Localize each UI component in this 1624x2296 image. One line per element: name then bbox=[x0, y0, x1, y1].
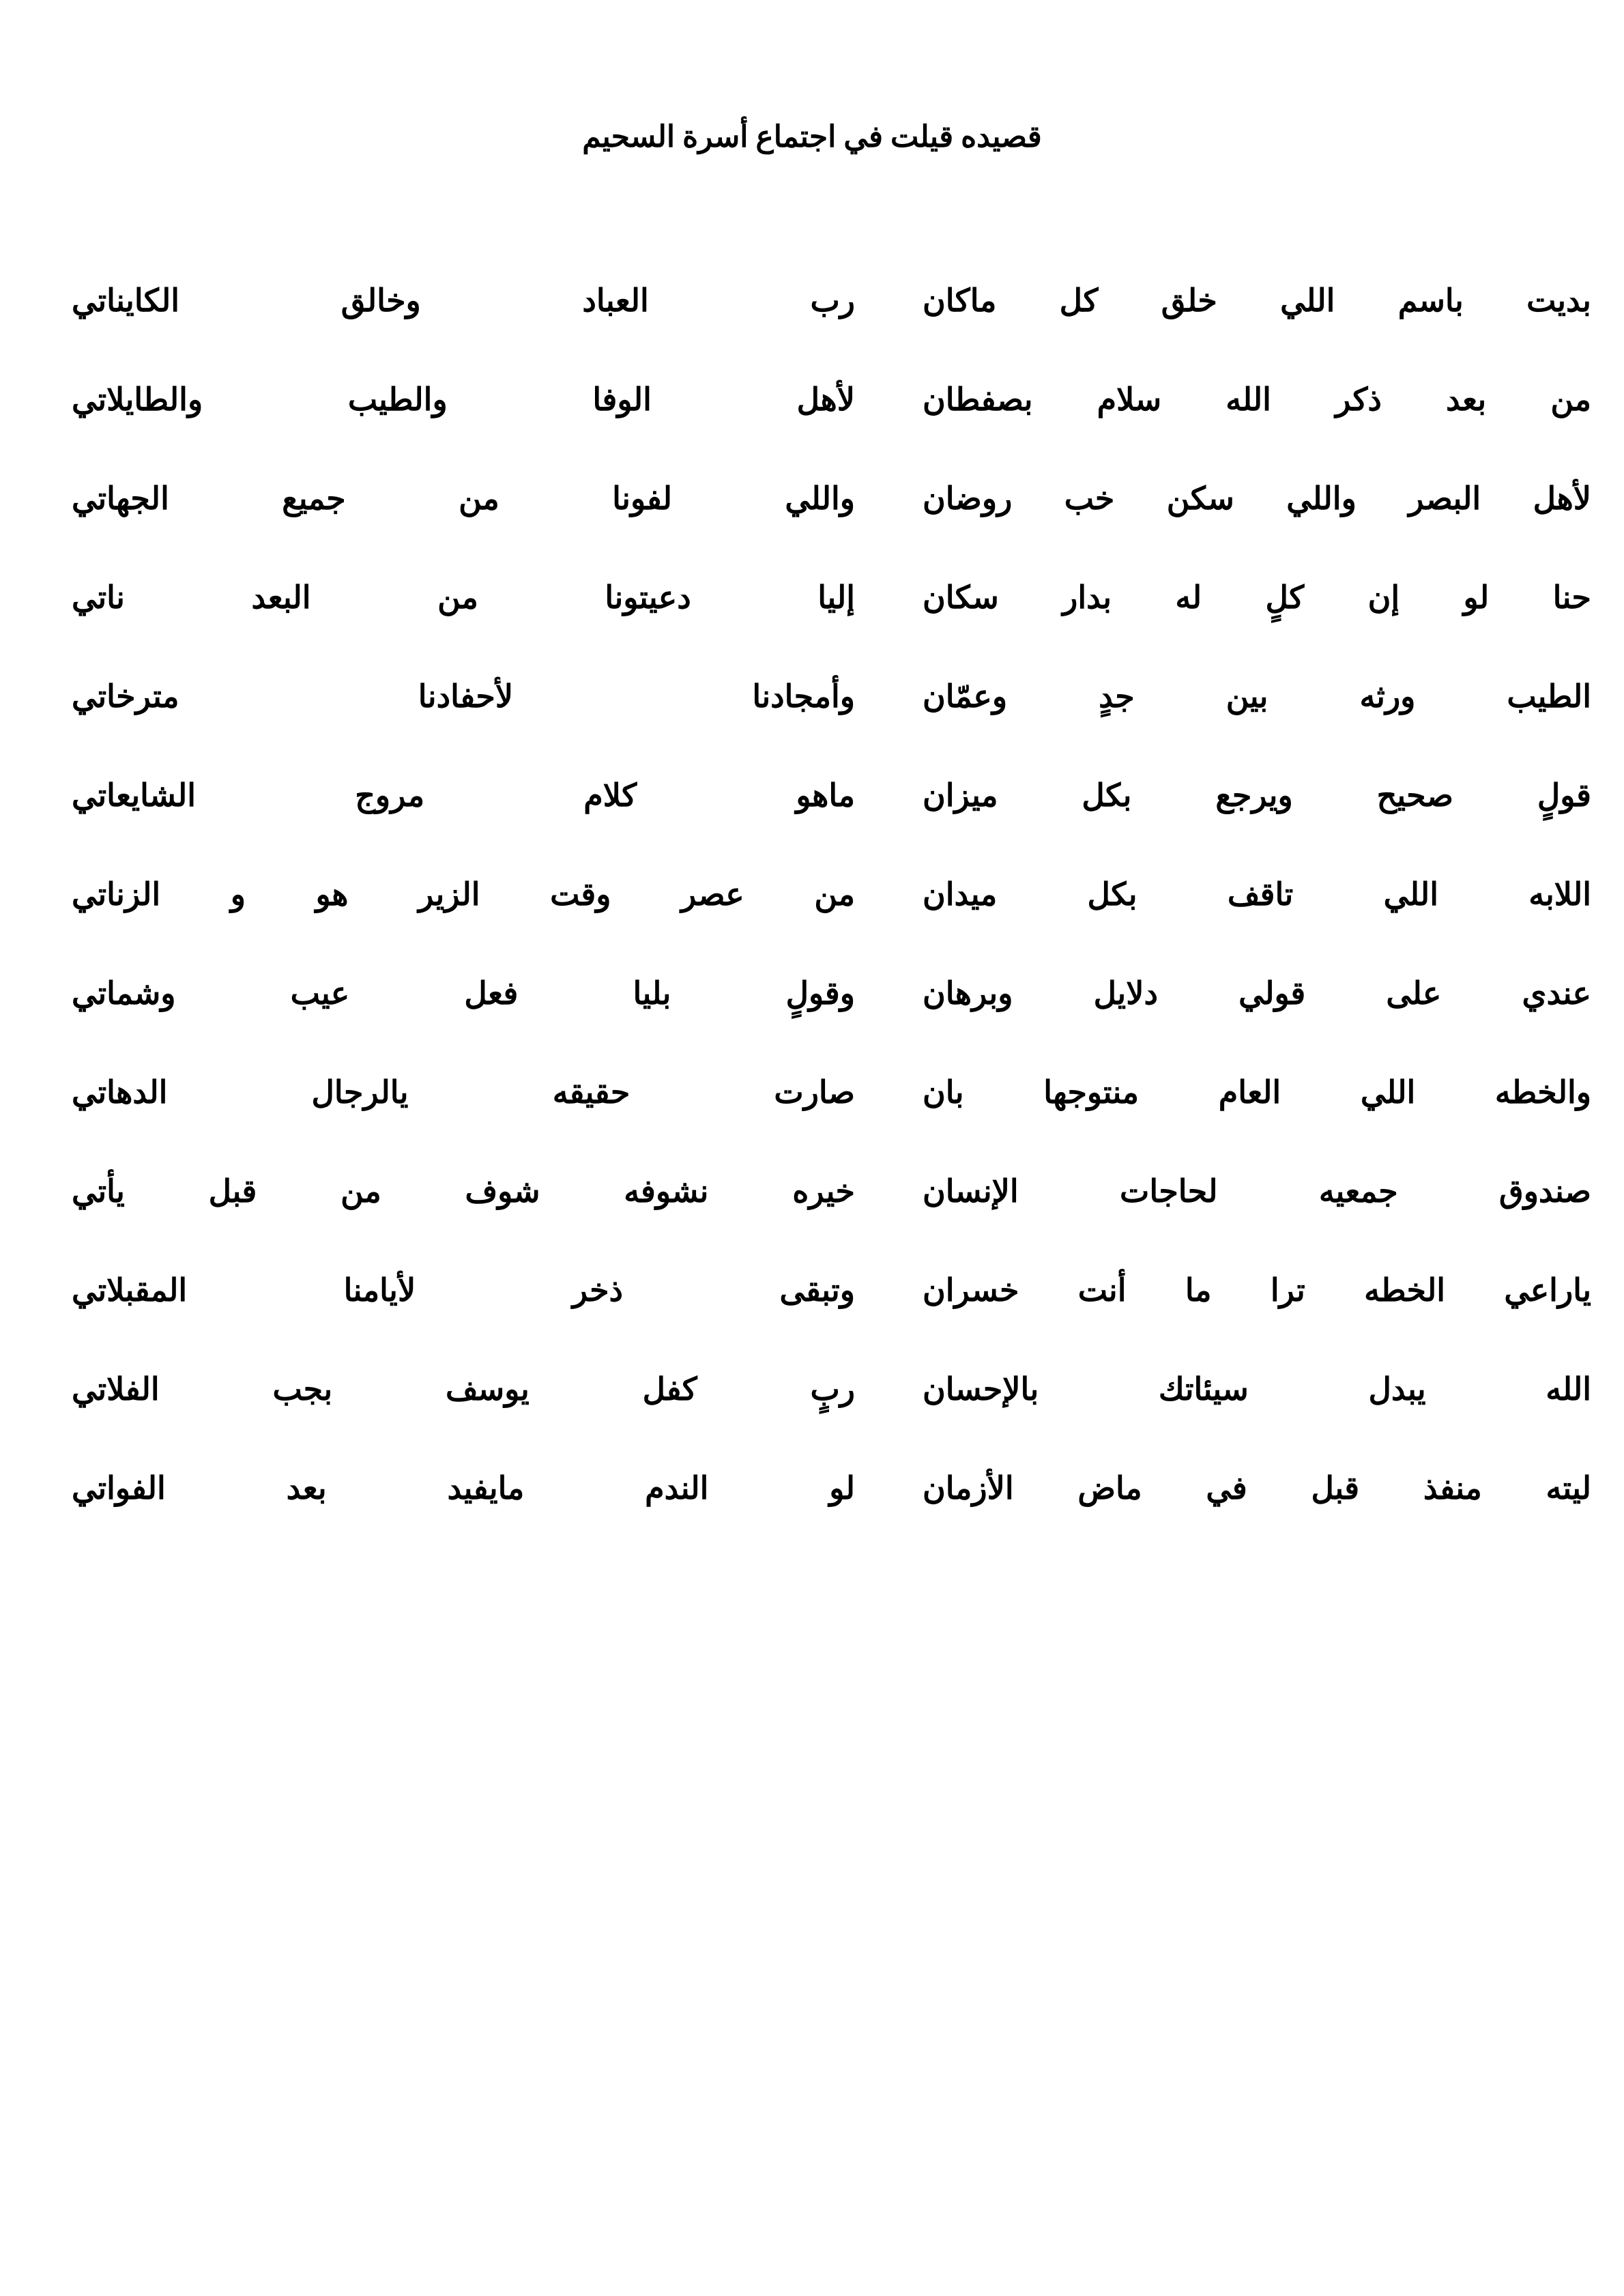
verse-second-hemistich: وأمجادنا لأحفادنا مترخاتي bbox=[72, 678, 855, 714]
verse-first-hemistich: لأهل البصر واللي سكن خب روضان bbox=[923, 480, 1591, 516]
page-title: قصيده قيلت في اجتماع أسرة السحيم bbox=[582, 120, 1042, 154]
verse-second-hemistich: لو الندم مايفيد بعد الفواتي bbox=[72, 1470, 855, 1506]
verse-second-hemistich: وقولٍ بليا فعل عيب وشماتي bbox=[72, 975, 855, 1011]
verse-row bbox=[72, 1340, 1591, 1439]
verse-first-hemistich: بديت باسم اللي خلق كل ماكان bbox=[923, 283, 1591, 318]
verse-first-hemistich: حنا لو إن كلٍ له بدار سكان bbox=[923, 579, 1591, 615]
verse-row bbox=[72, 1142, 1591, 1241]
verse-row bbox=[72, 1241, 1591, 1340]
verse-second-hemistich: من عصر وقت الزير هو و الزناتي bbox=[72, 876, 855, 912]
verse-first-hemistich: اللابه اللي تاقف بكل ميدان bbox=[923, 876, 1591, 912]
verse-second-hemistich: وتبقى ذخر لأيامنا المقبلاتي bbox=[72, 1272, 855, 1308]
poem-body bbox=[72, 251, 1591, 1538]
verse-row bbox=[72, 647, 1591, 746]
verse-second-hemistich: رب العباد وخالق الكايناتي bbox=[72, 283, 855, 318]
verse-second-hemistich: إليا دعيتونا من البعد ناتي bbox=[72, 579, 855, 615]
verse-row bbox=[72, 746, 1591, 845]
verse-row bbox=[72, 251, 1591, 350]
verse-row bbox=[72, 1439, 1591, 1538]
verse-second-hemistich: صارت حقيقه يالرجال الدهاتي bbox=[72, 1074, 855, 1110]
verse-row bbox=[72, 350, 1591, 449]
verse-row bbox=[72, 1043, 1591, 1142]
verse-row bbox=[72, 845, 1591, 944]
verse-first-hemistich: الله يبدل سيئاتك بالإحسان bbox=[923, 1371, 1591, 1407]
verse-first-hemistich: الطيب ورثه بين جدٍ وعمّان bbox=[923, 678, 1591, 714]
verse-second-hemistich: ربٍ كفل يوسف بجب الفلاتي bbox=[72, 1371, 855, 1407]
verse-second-hemistich: خيره نشوفه شوف من قبل يأتي bbox=[72, 1173, 855, 1209]
verse-row bbox=[72, 944, 1591, 1043]
verse-first-hemistich: عندي على قولي دلايل وبرهان bbox=[923, 975, 1591, 1011]
verse-first-hemistich: والخطه اللي العام منتوجها بان bbox=[923, 1074, 1591, 1110]
verse-first-hemistich: ياراعي الخطه ترا ما أنت خسران bbox=[923, 1272, 1591, 1308]
verse-row bbox=[72, 449, 1591, 548]
verse-first-hemistich: من بعد ذكر الله سلام بصفطان bbox=[923, 382, 1591, 417]
verse-first-hemistich: قولٍ صحيح ويرجع بكل ميزان bbox=[923, 777, 1591, 813]
verse-row bbox=[72, 548, 1591, 647]
verse-second-hemistich: واللي لفونا من جميع الجهاتي bbox=[72, 480, 855, 516]
verse-first-hemistich: صندوق جمعيه لحاجات الإنسان bbox=[923, 1173, 1591, 1209]
verse-first-hemistich: ليته منفذ قبل في ماض الأزمان bbox=[923, 1470, 1591, 1506]
verse-second-hemistich: ماهو كلام مروج الشايعاتي bbox=[72, 777, 855, 813]
verse-second-hemistich: لأهل الوفا والطيب والطايلاتي bbox=[72, 382, 855, 417]
